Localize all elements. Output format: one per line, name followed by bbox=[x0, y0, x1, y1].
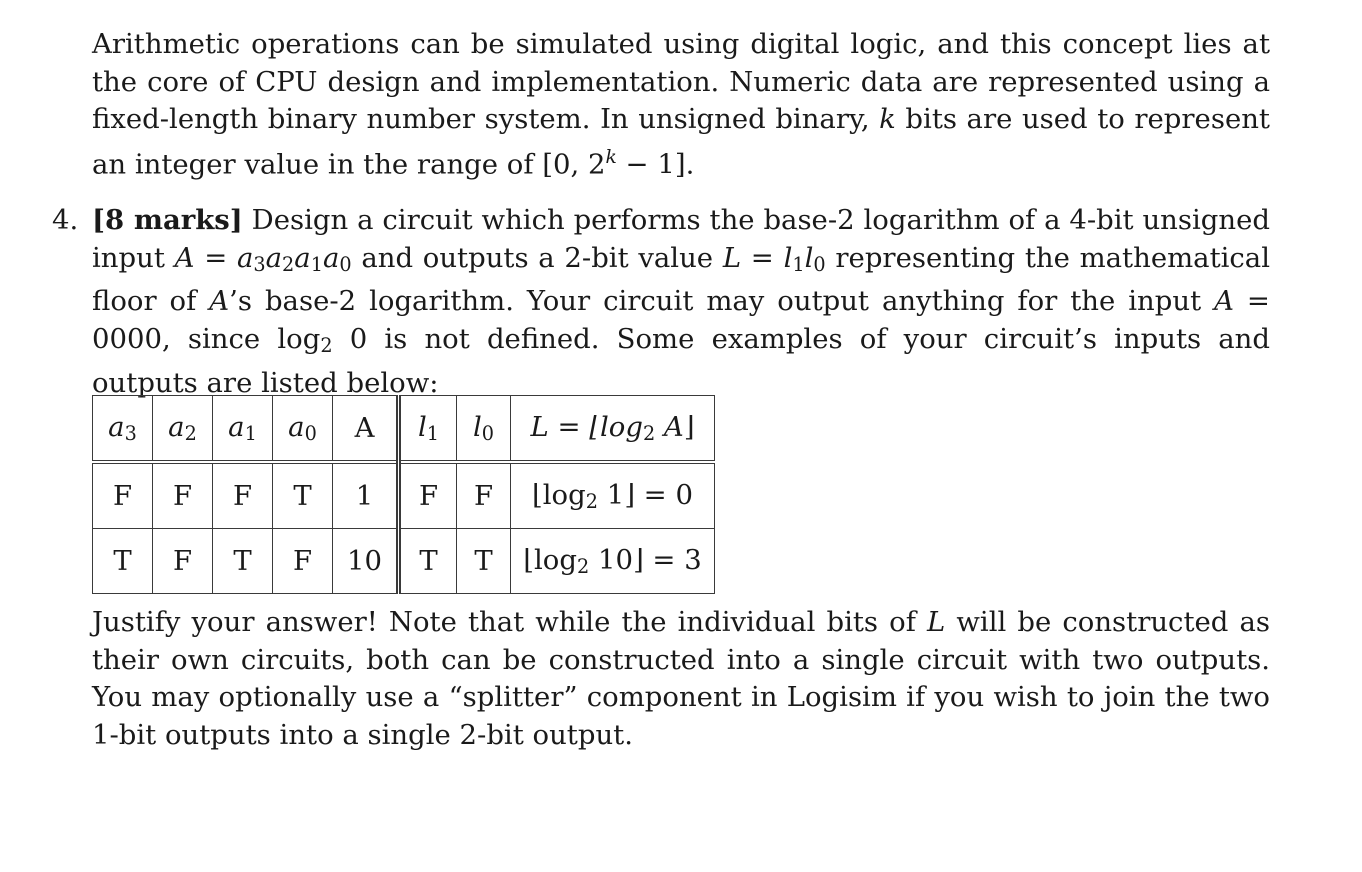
question-number: 4. bbox=[52, 204, 79, 236]
table-row bbox=[93, 462, 715, 529]
cell-a3: F bbox=[93, 462, 153, 529]
header-A: A bbox=[333, 396, 399, 463]
cell-a0: T bbox=[273, 462, 333, 529]
cell-l1: F bbox=[399, 462, 457, 529]
header-a2: $a_2$ bbox=[153, 396, 213, 463]
header-l0: $l_0$ bbox=[457, 396, 511, 463]
cell-l0: T bbox=[457, 529, 511, 594]
header-a3: $a_3$ bbox=[93, 396, 153, 463]
truth-table bbox=[92, 395, 715, 594]
cell-a0: F bbox=[273, 529, 333, 594]
exponent-k: k bbox=[605, 146, 617, 168]
cell-a2: F bbox=[153, 529, 213, 594]
cell-A: 10 bbox=[333, 529, 399, 594]
header-L: $L = ⌊\log_2$ A⌋ bbox=[511, 396, 715, 463]
intro-paragraph: Arithmetic operations can be simulated using digital logic, and this concept lies at the core of CPU design and implementation. Numeric data are represented using a fixed-length binary number system. In unsigned binary, k bits are used to represent an integer value in the range of [0, $2^k - 1$]. bbox=[92, 28, 1270, 181]
closing-paragraph: Justify your answer! Note that while the individual bits of L will be constructed as their own circuits, both can be constructed into a single circuit with two outputs. You may optionally use a “splitter” component in Logisim if you wish to join the two 1-bit outputs into a single 2-bit output. bbox=[92, 606, 1270, 751]
header-a1: $a_1$ bbox=[213, 396, 273, 463]
cell-a3: T bbox=[93, 529, 153, 594]
cell-a2: F bbox=[153, 462, 213, 529]
cell-l0: F bbox=[457, 462, 511, 529]
cell-L: $⌊\log_2$ 1⌋ = 0 bbox=[511, 462, 715, 529]
cell-a1: F bbox=[213, 462, 273, 529]
table-row bbox=[93, 529, 715, 594]
table-header-row bbox=[93, 396, 715, 463]
marks-label: [8 marks] bbox=[92, 204, 243, 236]
var-L: L bbox=[926, 606, 946, 638]
question-4-paragraph: 4. [8 marks] Design a circuit which performs the base-2 logarithm of a 4-bit unsigned input $A = a_3a_2a_1a_0$ and outputs a 2-bit value $L = l_1l_0$ representing the mathematical floor of A’s base-2 logarithm. Your circuit may output anything for the input A = 0000, since $\log_2 0$ is not defined. Some examples of your circuit’s inputs and outputs are listed below: bbox=[52, 204, 1271, 399]
cell-a1: T bbox=[213, 529, 273, 594]
header-l1: $l_1$ bbox=[399, 396, 457, 463]
var-k: k bbox=[879, 103, 896, 136]
cell-l1: T bbox=[399, 529, 457, 594]
header-a0: $a_0$ bbox=[273, 396, 333, 463]
cell-A: 1 bbox=[333, 462, 399, 529]
cell-L: $⌊\log_2$ 10⌋ = 3 bbox=[511, 529, 715, 594]
